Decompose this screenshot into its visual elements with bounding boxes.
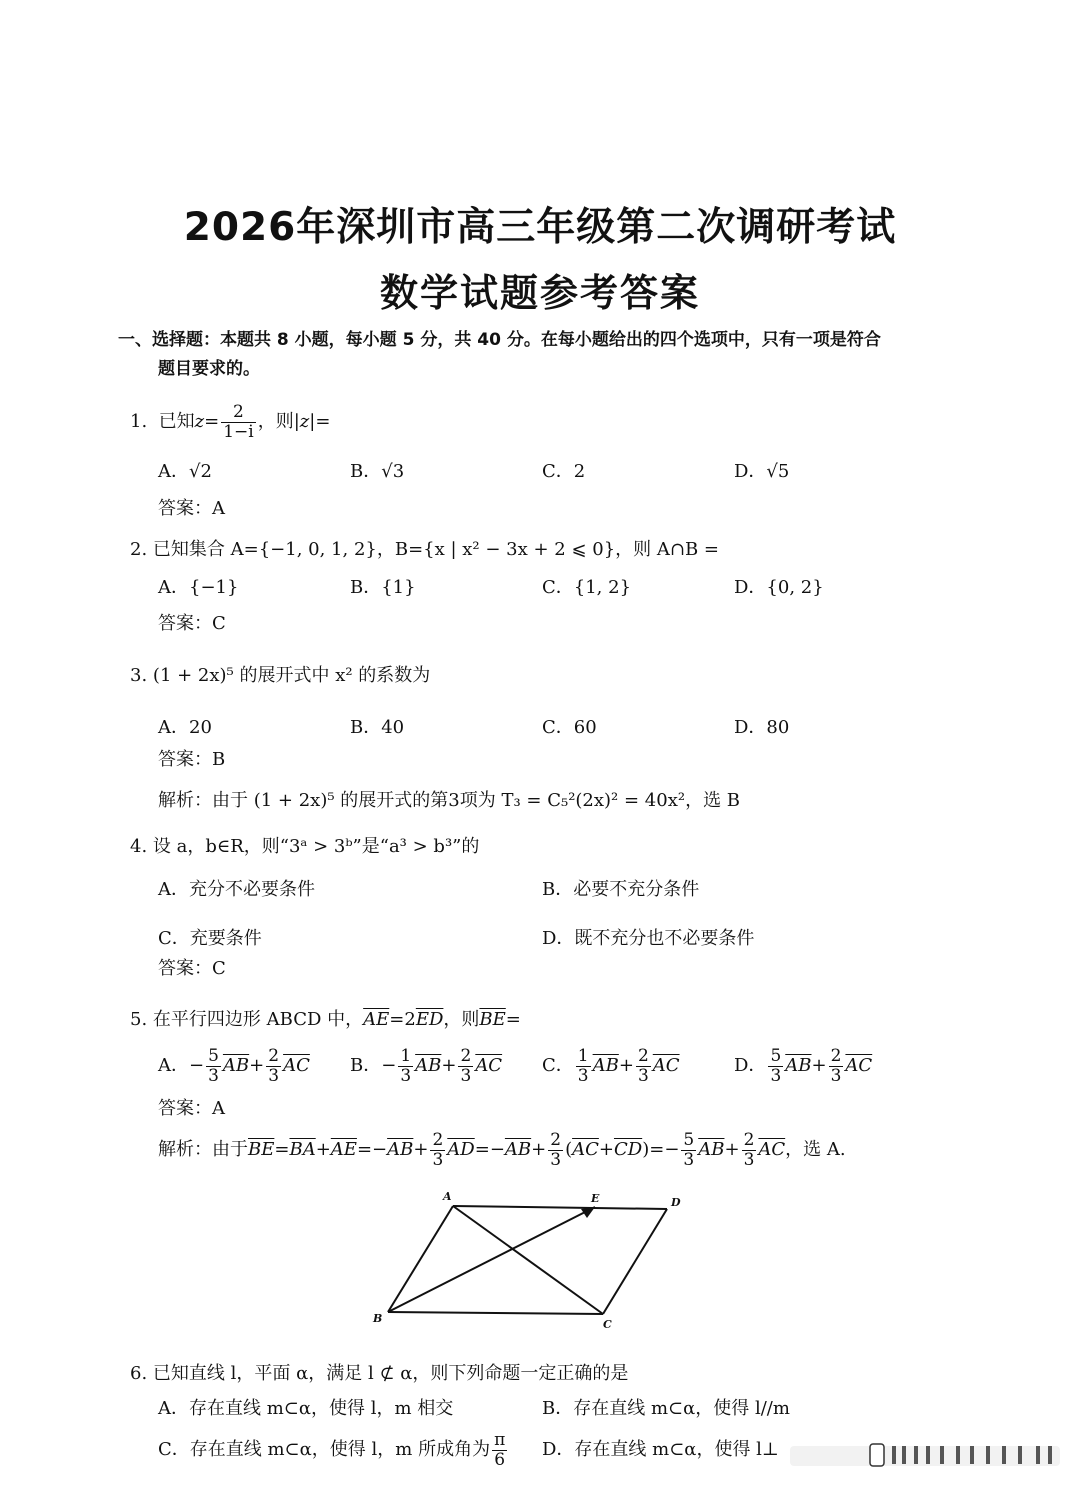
label-e: E bbox=[591, 1192, 600, 1205]
question-6-option-c: C．存在直线 m⊂α，使得 l，m 所成角为 $\frac{\pi}{6}$ bbox=[158, 1429, 506, 1470]
question-4-stem: 4. 设 a，b∈R，则“3ᵃ > 3ᵇ”是“a³ > b³”的 bbox=[130, 836, 480, 857]
question-2-option-d: D．{0, 2} bbox=[734, 577, 824, 598]
label-d: D bbox=[671, 1196, 681, 1209]
question-2-stem: 2. 已知集合 A={−1, 0, 1, 2}，B={x | x² − 3x + 2 ⩽ 0}，则 A∩B = bbox=[130, 539, 720, 560]
question-6-stem: 6. 已知直线 l，平面 α，满足 l ⊄ α，则下列命题一定正确的是 bbox=[130, 1363, 629, 1384]
question-4-option-b: B．必要不充分条件 bbox=[542, 879, 700, 900]
exam-title: 2026年深圳市高三年级第二次调研考试 bbox=[183, 205, 897, 250]
question-5-option-c: C． $\frac{1}{3}$ $\overline{AB}+$ $\frac{2}{3}$ $\overline{AC}$ bbox=[542, 1045, 680, 1086]
question-3-stem: 3. (1 + 2x)⁵ 的展开式中 x² 的系数为 bbox=[130, 665, 431, 686]
question-1-option-a: A．√2 bbox=[158, 461, 212, 482]
question-4-answer: 答案：C bbox=[158, 958, 226, 979]
question-2-option-c: C．{1, 2} bbox=[542, 577, 632, 598]
edge-ad bbox=[453, 1206, 667, 1209]
question-2-option-a: A．{−1} bbox=[158, 577, 239, 598]
section-intro-line2: 题目要求的。 bbox=[158, 359, 260, 379]
question-3-answer: 答案：B bbox=[158, 749, 226, 770]
question-6-option-a: A．存在直线 m⊂α，使得 l，m 相交 bbox=[158, 1398, 454, 1419]
edge-bc bbox=[388, 1312, 603, 1314]
overlay-watermark bbox=[790, 1440, 1060, 1470]
question-1-answer: 答案：A bbox=[158, 498, 225, 519]
question-5-option-d: D． $\frac{5}{3}$ $\overline{AB}+$ $\frac{2}{3}$ $\overline{AC}$ bbox=[734, 1045, 873, 1086]
diagonal-ac bbox=[453, 1206, 603, 1314]
question-3-analysis: 解析：由于 (1 + 2x)⁵ 的展开式的第3项为 T₃ = C₅²(2x)² = 40x²，选 B bbox=[158, 790, 741, 811]
question-5-analysis: 解析：由于$\overline{BE}=\overline{BA}+\overline{AE}=-\overline{AB}+$ $\frac{2}{3}$ $\overline{AD}=-\overline{AB}+$ $\frac{2}{3}$ $(\overline{AC}+\overline{CD})=-$ $\frac{5}{3}$ $\overline{AB}+$ $\frac{2}{3}$ $\overline{AC}$，选 A. bbox=[158, 1129, 846, 1170]
question-3-option-d: D．80 bbox=[734, 717, 790, 738]
question-5-stem: 5. 在平行四边形 ABCD 中，$\overline{AE}=2\overline{ED}$，则$\overline{BE}=$ bbox=[130, 1009, 521, 1030]
question-3-option-a: A．20 bbox=[158, 717, 212, 738]
label-b: B bbox=[373, 1312, 383, 1325]
question-1-option-b: B．√3 bbox=[350, 461, 405, 482]
question-4-option-c: C．充要条件 bbox=[158, 928, 262, 949]
parallelogram-figure bbox=[365, 1190, 695, 1335]
question-5-option-b: B．− $\frac{1}{3}$ $\overline{AB}+$ $\frac{2}{3}$ $\overline{AC}$ bbox=[350, 1045, 503, 1086]
question-1-option-d: D．√5 bbox=[734, 461, 790, 482]
question-4-option-d: D．既不充分也不必要条件 bbox=[542, 928, 755, 949]
label-a: A bbox=[443, 1190, 452, 1203]
question-3-option-b: B．40 bbox=[350, 717, 405, 738]
question-6-option-b: B．存在直线 m⊂α，使得 l//m bbox=[542, 1398, 790, 1419]
question-2-option-b: B．{1} bbox=[350, 577, 416, 598]
question-4-option-a: A．充分不必要条件 bbox=[158, 879, 315, 900]
exam-subtitle: 数学试题参考答案 bbox=[379, 271, 700, 315]
question-3-option-c: C．60 bbox=[542, 717, 597, 738]
edge-cd bbox=[603, 1209, 667, 1314]
question-2-answer: 答案：C bbox=[158, 613, 226, 634]
question-5-option-a: A．− $\frac{5}{3}$ $\overline{AB}+$ $\frac{2}{3}$ $\overline{AC}$ bbox=[158, 1045, 310, 1086]
section-intro-line1: 一、选择题：本题共 8 小题，每小题 5 分，共 40 分。在每小题给出的四个选项中，只有一项是符合 bbox=[118, 330, 881, 350]
question-1-stem: 1. 已知z= $\frac{2}{1-i}$ ，则|z|= bbox=[130, 401, 331, 442]
question-6-option-d: D．存在直线 m⊂α，使得 l⊥ bbox=[542, 1439, 779, 1460]
question-5-answer: 答案：A bbox=[158, 1098, 225, 1119]
label-c: C bbox=[603, 1318, 612, 1331]
fraction: $\frac{2}{1-i}$ bbox=[223, 401, 254, 442]
question-1-option-c: C．2 bbox=[542, 461, 586, 482]
